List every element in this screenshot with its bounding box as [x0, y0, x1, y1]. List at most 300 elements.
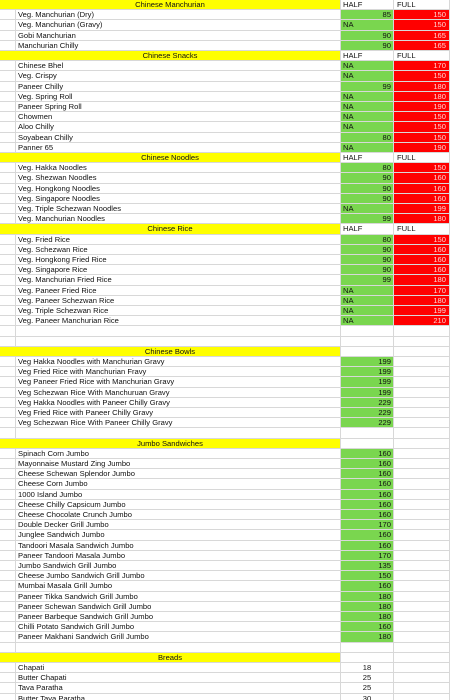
- row-margin-cell[interactable]: [0, 92, 16, 102]
- full-price-cell[interactable]: [394, 367, 450, 377]
- empty-cell[interactable]: [341, 337, 394, 347]
- item-name-cell[interactable]: Veg Schezwan Rice With Paneer Chilly Gravy: [16, 418, 341, 428]
- half-price-cell[interactable]: 25: [341, 673, 394, 683]
- half-price-cell[interactable]: 199: [341, 367, 394, 377]
- item-name-cell[interactable]: Chowmen: [16, 112, 341, 122]
- menu-item-row: [0, 61, 450, 71]
- section-header-row: [0, 0, 450, 10]
- row-margin-cell[interactable]: [0, 612, 16, 622]
- item-name-cell[interactable]: Aloo Chilly: [16, 122, 341, 132]
- half-price-cell[interactable]: NA: [341, 122, 394, 132]
- row-margin-cell[interactable]: [0, 163, 16, 173]
- full-price-cell[interactable]: 150: [394, 122, 450, 132]
- full-price-cell[interactable]: 160: [394, 184, 450, 194]
- row-margin-cell[interactable]: [0, 112, 16, 122]
- full-price-cell[interactable]: [394, 388, 450, 398]
- item-name-cell[interactable]: Jumbo Sandwich Grill Jumbo: [16, 561, 341, 571]
- row-margin-cell[interactable]: [0, 632, 16, 642]
- row-margin-cell[interactable]: [0, 255, 16, 265]
- item-name-cell[interactable]: Junglee Sandwich Jumbo: [16, 530, 341, 540]
- menu-item-row: [0, 479, 450, 489]
- full-price-cell[interactable]: [394, 449, 450, 459]
- full-price-cell[interactable]: [394, 612, 450, 622]
- half-price-cell[interactable]: 80: [341, 163, 394, 173]
- row-margin-cell[interactable]: [0, 214, 16, 224]
- item-name-cell[interactable]: Veg. Manchurian (Dry): [16, 10, 341, 20]
- half-price-cell[interactable]: NA: [341, 92, 394, 102]
- row-margin-cell[interactable]: [0, 133, 16, 143]
- half-price-cell[interactable]: NA: [341, 20, 394, 30]
- full-price-cell[interactable]: 165: [394, 41, 450, 51]
- full-price-cell[interactable]: [394, 663, 450, 673]
- full-price-cell[interactable]: 150: [394, 71, 450, 81]
- item-name-cell[interactable]: Mumbai Masala Grill Jumbo: [16, 581, 341, 591]
- row-margin-cell[interactable]: [0, 490, 16, 500]
- section-title[interactable]: Chinese Bowls: [0, 347, 341, 357]
- half-price-cell[interactable]: 135: [341, 561, 394, 571]
- half-price-cell[interactable]: 80: [341, 235, 394, 245]
- menu-item-row: [0, 10, 450, 20]
- item-name-cell[interactable]: Butter Chapati: [16, 673, 341, 683]
- row-margin-cell[interactable]: [0, 10, 16, 20]
- item-name-cell[interactable]: Tandoori Masala Sandwich Jumbo: [16, 541, 341, 551]
- empty-row: [0, 428, 450, 438]
- item-name-cell[interactable]: Veg. Triple Schezwan Rice: [16, 306, 341, 316]
- row-margin-cell[interactable]: [0, 510, 16, 520]
- row-margin-cell[interactable]: [0, 571, 16, 581]
- full-price-cell[interactable]: [394, 398, 450, 408]
- full-price-cell[interactable]: [394, 377, 450, 387]
- half-price-cell[interactable]: NA: [341, 286, 394, 296]
- section-title[interactable]: Chinese Snacks: [0, 51, 341, 61]
- full-price-cell[interactable]: [394, 571, 450, 581]
- menu-item-row: [0, 612, 450, 622]
- item-name-cell[interactable]: Veg. Manchurian Noodles: [16, 214, 341, 224]
- item-name-cell[interactable]: Veg Schezwan Rice With Manchuruan Gravy: [16, 388, 341, 398]
- full-column-header[interactable]: FULL: [394, 0, 450, 10]
- half-column-header[interactable]: HALF: [341, 0, 394, 10]
- row-margin-cell[interactable]: [0, 530, 16, 540]
- menu-item-row: [0, 469, 450, 479]
- item-name-cell[interactable]: Veg. Schezwan Rice: [16, 245, 341, 255]
- half-price-cell[interactable]: 170: [341, 520, 394, 530]
- row-margin-cell[interactable]: [0, 357, 16, 367]
- item-name-cell[interactable]: Gobi Manchurian: [16, 31, 341, 41]
- item-name-cell[interactable]: Paneer Chilly: [16, 82, 341, 92]
- empty-cell[interactable]: [16, 643, 341, 653]
- half-price-cell[interactable]: NA: [341, 61, 394, 71]
- half-price-cell[interactable]: 160: [341, 541, 394, 551]
- item-name-cell[interactable]: Veg. Spring Roll: [16, 92, 341, 102]
- item-name-cell[interactable]: Veg. Fried Rice: [16, 235, 341, 245]
- menu-item-row: [0, 398, 450, 408]
- half-price-cell[interactable]: NA: [341, 316, 394, 326]
- half-price-cell[interactable]: 199: [341, 388, 394, 398]
- menu-item-row: [0, 377, 450, 387]
- half-price-cell[interactable]: 160: [341, 622, 394, 632]
- full-price-cell[interactable]: 199: [394, 204, 450, 214]
- empty-cell[interactable]: [394, 428, 450, 438]
- full-price-cell[interactable]: [394, 622, 450, 632]
- half-price-cell[interactable]: 160: [341, 479, 394, 489]
- full-price-cell[interactable]: [394, 541, 450, 551]
- item-name-cell[interactable]: Veg Fried Rice with Manchurian Fravy: [16, 367, 341, 377]
- full-price-cell[interactable]: [394, 357, 450, 367]
- empty-cell[interactable]: [16, 428, 341, 438]
- item-name-cell[interactable]: Tava Paratha: [16, 683, 341, 693]
- half-price-cell[interactable]: 229: [341, 408, 394, 418]
- section-title[interactable]: Chinese Manchurian: [0, 0, 341, 10]
- full-price-cell[interactable]: [394, 551, 450, 561]
- full-price-cell[interactable]: [394, 490, 450, 500]
- section-title[interactable]: Jumbo Sandwiches: [0, 439, 341, 449]
- full-price-cell[interactable]: [394, 459, 450, 469]
- section-title[interactable]: Chinese Noodles: [0, 153, 341, 163]
- empty-cell[interactable]: [341, 643, 394, 653]
- item-name-cell[interactable]: Cheese Jumbo Sandwich Grill Jumbo: [16, 571, 341, 581]
- item-name-cell[interactable]: Chilli Potato Sandwich Grill Jumbo: [16, 622, 341, 632]
- half-price-cell[interactable]: 85: [341, 10, 394, 20]
- half-price-cell[interactable]: 90: [341, 194, 394, 204]
- full-column-header[interactable]: [394, 439, 450, 449]
- row-margin-cell[interactable]: [0, 408, 16, 418]
- half-price-cell[interactable]: 99: [341, 82, 394, 92]
- item-name-cell[interactable]: Veg. Singapore Noodles: [16, 194, 341, 204]
- half-column-header[interactable]: [341, 653, 394, 663]
- item-name-cell[interactable]: Veg Hakka Noodles with Paneer Chilly Gravy: [16, 398, 341, 408]
- full-price-cell[interactable]: 180: [394, 82, 450, 92]
- full-price-cell[interactable]: [394, 510, 450, 520]
- row-margin-cell[interactable]: [0, 204, 16, 214]
- row-margin-cell[interactable]: [0, 622, 16, 632]
- half-price-cell[interactable]: 170: [341, 551, 394, 561]
- half-price-cell[interactable]: 160: [341, 510, 394, 520]
- full-price-cell[interactable]: [394, 602, 450, 612]
- full-column-header[interactable]: FULL: [394, 224, 450, 234]
- half-price-cell[interactable]: 150: [341, 571, 394, 581]
- menu-item-row: [0, 520, 450, 530]
- section-title[interactable]: Breads: [0, 653, 341, 663]
- half-price-cell[interactable]: 160: [341, 581, 394, 591]
- item-name-cell[interactable]: Spinach Corn Jumbo: [16, 449, 341, 459]
- item-name-cell[interactable]: Double Decker Grill Jumbo: [16, 520, 341, 530]
- item-name-cell[interactable]: Veg. Hongkong Noodles: [16, 184, 341, 194]
- item-name-cell[interactable]: Veg. Paneer Fried Rice: [16, 286, 341, 296]
- section-header-row: [0, 153, 450, 163]
- row-margin-cell[interactable]: [0, 663, 16, 673]
- row-margin-cell[interactable]: [0, 173, 16, 183]
- row-margin-cell[interactable]: [0, 296, 16, 306]
- section-title[interactable]: Chinese Rice: [0, 224, 341, 234]
- item-name-cell[interactable]: Veg. Paneer Manchurian Rice: [16, 316, 341, 326]
- half-price-cell[interactable]: 160: [341, 459, 394, 469]
- item-name-cell[interactable]: Paneer Makhani Sandwich Grill Jumbo: [16, 632, 341, 642]
- half-price-cell[interactable]: 199: [341, 357, 394, 367]
- row-margin-cell[interactable]: [0, 602, 16, 612]
- row-margin-cell[interactable]: [0, 61, 16, 71]
- full-price-cell[interactable]: 165: [394, 31, 450, 41]
- half-column-header[interactable]: [341, 439, 394, 449]
- half-price-cell[interactable]: 199: [341, 377, 394, 387]
- full-price-cell[interactable]: 210: [394, 316, 450, 326]
- row-margin-cell[interactable]: [0, 388, 16, 398]
- row-margin-cell[interactable]: [0, 122, 16, 132]
- full-price-cell[interactable]: [394, 418, 450, 428]
- row-margin-cell[interactable]: [0, 20, 16, 30]
- item-name-cell[interactable]: Veg. Paneer Schezwan Rice: [16, 296, 341, 306]
- full-price-cell[interactable]: 150: [394, 20, 450, 30]
- full-price-cell[interactable]: 199: [394, 306, 450, 316]
- full-price-cell[interactable]: 160: [394, 194, 450, 204]
- row-margin-cell[interactable]: [0, 184, 16, 194]
- item-name-cell[interactable]: Veg. Hakka Noodles: [16, 163, 341, 173]
- item-name-cell[interactable]: Veg Paneer Fried Rice with Manchurian Gravy: [16, 377, 341, 387]
- half-price-cell[interactable]: 90: [341, 184, 394, 194]
- half-price-cell[interactable]: 90: [341, 255, 394, 265]
- row-margin-cell[interactable]: [0, 194, 16, 204]
- half-price-cell[interactable]: 160: [341, 469, 394, 479]
- empty-row: [0, 326, 450, 336]
- empty-cell[interactable]: [341, 428, 394, 438]
- row-margin-cell[interactable]: [0, 592, 16, 602]
- full-price-cell[interactable]: [394, 520, 450, 530]
- row-margin-cell[interactable]: [0, 41, 16, 51]
- item-name-cell[interactable]: Paneer Spring Roll: [16, 102, 341, 112]
- row-margin-cell[interactable]: [0, 520, 16, 530]
- item-name-cell[interactable]: Veg. Singapore Rice: [16, 265, 341, 275]
- item-name-cell[interactable]: Veg. Triple Schezwan Noodles: [16, 204, 341, 214]
- full-price-cell[interactable]: 150: [394, 112, 450, 122]
- item-name-cell[interactable]: Paneer Barbeque Sandwich Grill Jumbo: [16, 612, 341, 622]
- item-name-cell[interactable]: Cheese Schewan Splendor Jumbo: [16, 469, 341, 479]
- row-margin-cell[interactable]: [0, 31, 16, 41]
- item-name-cell[interactable]: Paneer Tikka Sandwich Grill Jumbo: [16, 592, 341, 602]
- item-name-cell[interactable]: Veg Hakka Noodles with Manchurian Gravy: [16, 357, 341, 367]
- full-price-cell[interactable]: 180: [394, 275, 450, 285]
- full-price-cell[interactable]: [394, 500, 450, 510]
- full-price-cell[interactable]: 170: [394, 286, 450, 296]
- section-header-row: [0, 439, 450, 449]
- half-price-cell[interactable]: NA: [341, 71, 394, 81]
- menu-item-row: [0, 184, 450, 194]
- half-price-cell[interactable]: 90: [341, 265, 394, 275]
- item-name-cell[interactable]: Mayonnaise Mustard Zing Jumbo: [16, 459, 341, 469]
- half-price-cell[interactable]: 160: [341, 500, 394, 510]
- item-name-cell[interactable]: Soyabean Chilly: [16, 133, 341, 143]
- empty-cell[interactable]: [394, 337, 450, 347]
- row-margin-cell[interactable]: [0, 418, 16, 428]
- item-name-cell[interactable]: Chinese Bhel: [16, 61, 341, 71]
- menu-item-row: [0, 316, 450, 326]
- full-price-cell[interactable]: [394, 408, 450, 418]
- row-margin-cell[interactable]: [0, 337, 16, 347]
- item-name-cell[interactable]: Cheese Chilly Capsicum Jumbo: [16, 500, 341, 510]
- half-column-header[interactable]: HALF: [341, 51, 394, 61]
- half-price-cell[interactable]: 30: [341, 694, 394, 700]
- half-price-cell[interactable]: 90: [341, 245, 394, 255]
- half-price-cell[interactable]: NA: [341, 204, 394, 214]
- half-price-cell[interactable]: 180: [341, 632, 394, 642]
- half-price-cell[interactable]: NA: [341, 112, 394, 122]
- full-price-cell[interactable]: 190: [394, 143, 450, 153]
- menu-item-row: [0, 71, 450, 81]
- menu-item-row: [0, 296, 450, 306]
- half-price-cell[interactable]: NA: [341, 306, 394, 316]
- full-price-cell[interactable]: [394, 683, 450, 693]
- full-price-cell[interactable]: [394, 632, 450, 642]
- item-name-cell[interactable]: Cheese Chocolate Crunch Jumbo: [16, 510, 341, 520]
- row-margin-cell[interactable]: [0, 306, 16, 316]
- row-margin-cell[interactable]: [0, 561, 16, 571]
- half-price-cell[interactable]: 160: [341, 449, 394, 459]
- item-name-cell[interactable]: Butter Tava Paratha: [16, 694, 341, 700]
- full-price-cell[interactable]: [394, 479, 450, 489]
- row-margin-cell[interactable]: [0, 459, 16, 469]
- menu-item-row: [0, 602, 450, 612]
- half-price-cell[interactable]: 18: [341, 663, 394, 673]
- item-name-cell[interactable]: Paneer Schewan Sandwich Grill Jumbo: [16, 602, 341, 612]
- full-price-cell[interactable]: 160: [394, 173, 450, 183]
- row-margin-cell[interactable]: [0, 643, 16, 653]
- half-price-cell[interactable]: 90: [341, 31, 394, 41]
- item-name-cell[interactable]: Veg. Manchurian (Gravy): [16, 20, 341, 30]
- half-price-cell[interactable]: 99: [341, 214, 394, 224]
- full-price-cell[interactable]: [394, 530, 450, 540]
- full-column-header[interactable]: [394, 347, 450, 357]
- half-price-cell[interactable]: 90: [341, 41, 394, 51]
- row-margin-cell[interactable]: [0, 449, 16, 459]
- full-price-cell[interactable]: 150: [394, 133, 450, 143]
- half-price-cell[interactable]: 99: [341, 275, 394, 285]
- full-column-header[interactable]: FULL: [394, 153, 450, 163]
- row-margin-cell[interactable]: [0, 694, 16, 700]
- half-price-cell[interactable]: NA: [341, 102, 394, 112]
- item-name-cell[interactable]: Cheese Corn Jumbo: [16, 479, 341, 489]
- half-price-cell[interactable]: 180: [341, 602, 394, 612]
- half-price-cell[interactable]: 80: [341, 133, 394, 143]
- full-price-cell[interactable]: 180: [394, 296, 450, 306]
- menu-item-row: [0, 245, 450, 255]
- half-column-header[interactable]: HALF: [341, 224, 394, 234]
- half-price-cell[interactable]: 229: [341, 418, 394, 428]
- full-price-cell[interactable]: [394, 592, 450, 602]
- full-price-cell[interactable]: 150: [394, 235, 450, 245]
- row-margin-cell[interactable]: [0, 265, 16, 275]
- row-margin-cell[interactable]: [0, 275, 16, 285]
- half-column-header[interactable]: [341, 347, 394, 357]
- row-margin-cell[interactable]: [0, 581, 16, 591]
- section-header-row: [0, 51, 450, 61]
- row-margin-cell[interactable]: [0, 428, 16, 438]
- row-margin-cell[interactable]: [0, 316, 16, 326]
- full-price-cell[interactable]: 160: [394, 245, 450, 255]
- row-margin-cell[interactable]: [0, 469, 16, 479]
- row-margin-cell[interactable]: [0, 102, 16, 112]
- full-price-cell[interactable]: [394, 561, 450, 571]
- item-name-cell[interactable]: Paneer Tandoori Masala Jumbo: [16, 551, 341, 561]
- item-name-cell[interactable]: Chapati: [16, 663, 341, 673]
- empty-cell[interactable]: [16, 337, 341, 347]
- item-name-cell[interactable]: Veg Fried Rice with Paneer Chilly Gravy: [16, 408, 341, 418]
- empty-cell[interactable]: [16, 326, 341, 336]
- item-name-cell[interactable]: Veg. Manchurian Fried Rice: [16, 275, 341, 285]
- full-price-cell[interactable]: 160: [394, 265, 450, 275]
- row-margin-cell[interactable]: [0, 673, 16, 683]
- item-name-cell[interactable]: Panner 65: [16, 143, 341, 153]
- full-price-cell[interactable]: [394, 581, 450, 591]
- row-margin-cell[interactable]: [0, 367, 16, 377]
- full-column-header[interactable]: [394, 653, 450, 663]
- row-margin-cell[interactable]: [0, 286, 16, 296]
- half-price-cell[interactable]: 90: [341, 173, 394, 183]
- menu-item-row: [0, 663, 450, 673]
- row-margin-cell[interactable]: [0, 245, 16, 255]
- menu-item-row: [0, 286, 450, 296]
- section-header-row: [0, 653, 450, 663]
- menu-item-row: [0, 194, 450, 204]
- full-price-cell[interactable]: 190: [394, 102, 450, 112]
- row-margin-cell[interactable]: [0, 500, 16, 510]
- row-margin-cell[interactable]: [0, 377, 16, 387]
- full-column-header[interactable]: FULL: [394, 51, 450, 61]
- full-price-cell[interactable]: 150: [394, 10, 450, 20]
- row-margin-cell[interactable]: [0, 143, 16, 153]
- empty-cell[interactable]: [394, 326, 450, 336]
- menu-item-row: [0, 408, 450, 418]
- menu-item-row: [0, 551, 450, 561]
- half-price-cell[interactable]: 160: [341, 530, 394, 540]
- full-price-cell[interactable]: 180: [394, 214, 450, 224]
- menu-item-row: [0, 122, 450, 132]
- full-price-cell[interactable]: 170: [394, 61, 450, 71]
- empty-cell[interactable]: [341, 326, 394, 336]
- row-margin-cell[interactable]: [0, 398, 16, 408]
- row-margin-cell[interactable]: [0, 235, 16, 245]
- section-header-row: [0, 224, 450, 234]
- item-name-cell[interactable]: Veg. Hongkong Fried Rice: [16, 255, 341, 265]
- row-margin-cell[interactable]: [0, 541, 16, 551]
- half-price-cell[interactable]: 229: [341, 398, 394, 408]
- menu-item-row: [0, 143, 450, 153]
- full-price-cell[interactable]: 180: [394, 92, 450, 102]
- full-price-cell[interactable]: [394, 694, 450, 700]
- item-name-cell[interactable]: 1000 Island Jumbo: [16, 490, 341, 500]
- full-price-cell[interactable]: [394, 469, 450, 479]
- item-name-cell[interactable]: Veg. Shezwan Noodles: [16, 173, 341, 183]
- row-margin-cell[interactable]: [0, 71, 16, 81]
- half-price-cell[interactable]: 160: [341, 490, 394, 500]
- row-margin-cell[interactable]: [0, 82, 16, 92]
- half-column-header[interactable]: HALF: [341, 153, 394, 163]
- full-price-cell[interactable]: [394, 673, 450, 683]
- item-name-cell[interactable]: Manchurian Chilly: [16, 41, 341, 51]
- row-margin-cell[interactable]: [0, 683, 16, 693]
- half-price-cell[interactable]: NA: [341, 296, 394, 306]
- half-price-cell[interactable]: 180: [341, 592, 394, 602]
- item-name-cell[interactable]: Veg. Crispy: [16, 71, 341, 81]
- empty-cell[interactable]: [394, 643, 450, 653]
- row-margin-cell[interactable]: [0, 326, 16, 336]
- full-price-cell[interactable]: 160: [394, 255, 450, 265]
- row-margin-cell[interactable]: [0, 479, 16, 489]
- half-price-cell[interactable]: NA: [341, 143, 394, 153]
- menu-item-row: [0, 459, 450, 469]
- full-price-cell[interactable]: 150: [394, 163, 450, 173]
- menu-item-row: [0, 163, 450, 173]
- half-price-cell[interactable]: 25: [341, 683, 394, 693]
- half-price-cell[interactable]: 180: [341, 612, 394, 622]
- row-margin-cell[interactable]: [0, 551, 16, 561]
